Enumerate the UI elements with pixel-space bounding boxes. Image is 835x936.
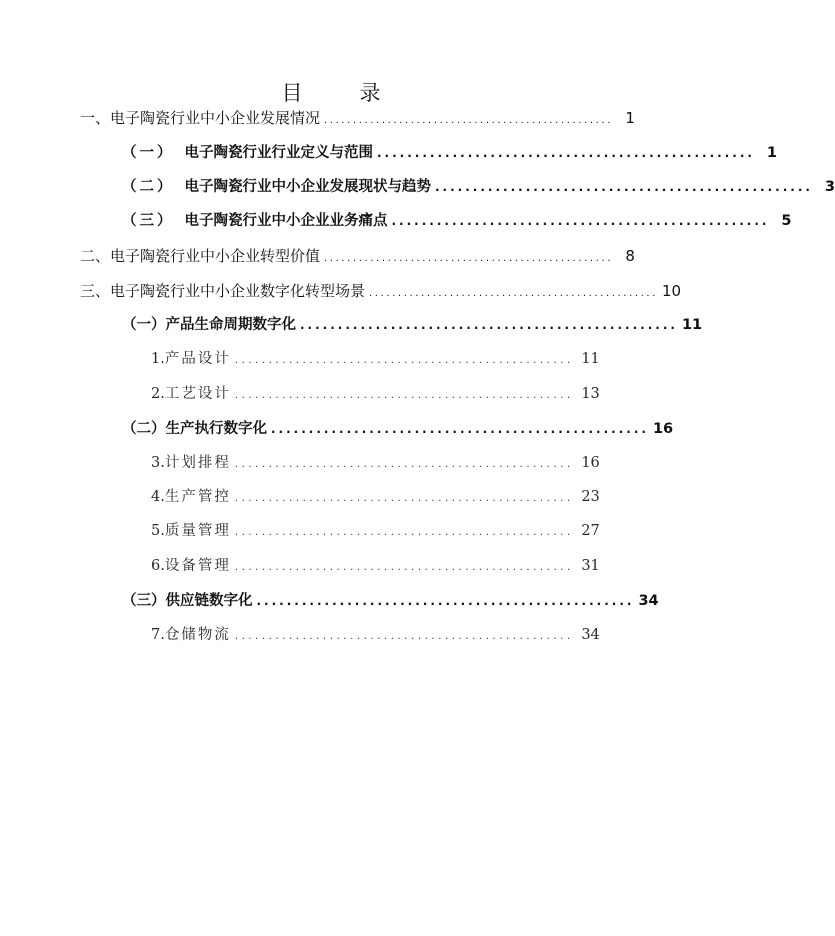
toc-entry-3-2-5[interactable]	[151, 519, 600, 543]
toc-leader-dots: ..................................................	[234, 527, 574, 538]
toc-entry-label: 电子陶瓷行业中小企业发展情况	[110, 109, 321, 127]
toc-entry-number: （三）	[122, 593, 166, 609]
toc-entry-number: 3.	[151, 455, 165, 471]
toc-entry-3-3-7[interactable]	[151, 623, 600, 647]
toc-leader-dots: ..................................................	[324, 253, 613, 264]
toc-entry-number: （二）	[122, 179, 175, 195]
toc-entry-label: 工艺设计	[164, 386, 231, 402]
toc-entry-3-1[interactable]	[122, 313, 703, 337]
toc-entry-label: 电子陶瓷行业中小企业发展现状与趋势	[184, 179, 431, 195]
toc-entry-1[interactable]	[80, 106, 635, 130]
toc-page-number: 1	[766, 145, 777, 161]
toc-leader-dots: ..................................................	[300, 318, 678, 332]
toc-leader-dots: ..................................................	[234, 493, 574, 504]
toc-entry-3-1-2[interactable]	[151, 382, 600, 406]
toc-entry-label: 供应链数字化	[165, 593, 253, 609]
toc-page-number: 34	[581, 627, 600, 643]
toc-entry-2[interactable]	[80, 244, 635, 268]
toc-page-number: 13	[581, 386, 600, 402]
toc-entry-number: 一、	[80, 109, 111, 127]
toc-page-number: 16	[652, 421, 674, 437]
toc-entry-label: 设备管理	[164, 558, 231, 574]
toc-entry-label: 电子陶瓷行业行业定义与范围	[184, 145, 373, 161]
toc-entry-3[interactable]	[80, 279, 682, 303]
toc-leader-dots: ..................................................	[435, 180, 813, 194]
toc-page-number: 27	[581, 523, 600, 539]
toc-entry-number: （三）	[122, 213, 175, 229]
toc-page-number: 23	[581, 489, 600, 505]
toc-leader-dots: ..................................................	[234, 390, 574, 401]
toc-entry-3-1-1[interactable]	[151, 347, 600, 371]
toc-entry-1-3[interactable]	[122, 209, 792, 233]
toc-entry-label: 电子陶瓷行业中小企业数字化转型场景	[110, 282, 366, 300]
toc-entry-number: （一）	[122, 317, 166, 333]
toc-entry-label: 产品设计	[164, 351, 231, 367]
toc-page-number: 31	[581, 558, 600, 574]
toc-entry-3-2-4[interactable]	[151, 485, 600, 509]
toc-entry-number: 二、	[80, 247, 111, 265]
toc-entry-3-2-6[interactable]	[151, 554, 600, 578]
toc-page-number: 11	[581, 351, 600, 367]
toc-page-number: 5	[781, 213, 792, 229]
toc-entry-number: 1.	[151, 351, 165, 367]
toc-entry-1-1[interactable]	[122, 141, 777, 165]
toc-leader-dots: ..................................................	[377, 146, 755, 160]
toc-leader-dots: ..................................................	[234, 459, 574, 470]
toc-entry-number: 4.	[151, 489, 165, 505]
toc-entry-number: 6.	[151, 558, 165, 574]
toc-page-number: 10	[661, 282, 682, 300]
toc-entry-label: 电子陶瓷行业中小企业转型价值	[110, 247, 321, 265]
toc-entry-3-2-3[interactable]	[151, 451, 600, 475]
toc-entry-label: 生产管控	[164, 489, 231, 505]
toc-entry-number: （一）	[122, 145, 175, 161]
toc-entry-1-2[interactable]	[122, 175, 835, 199]
toc-leader-dots: ..................................................	[271, 422, 649, 436]
toc-leader-dots: ..................................................	[324, 115, 613, 126]
toc-entry-label: 仓储物流	[164, 627, 231, 643]
toc-page-number: 11	[681, 317, 703, 333]
toc-entry-number: 2.	[151, 386, 165, 402]
toc-entry-number: 7.	[151, 627, 165, 643]
toc-page-number: 16	[581, 455, 600, 471]
toc-entry-number: （二）	[122, 421, 166, 437]
toc-entry-label: 质量管理	[164, 523, 231, 539]
toc-entry-label: 计划排程	[164, 455, 231, 471]
toc-entry-number: 5.	[151, 523, 165, 539]
toc-leader-dots: ..................................................	[369, 288, 658, 299]
toc-entry-label: 电子陶瓷行业中小企业业务痛点	[184, 213, 388, 229]
toc-entry-3-3[interactable]	[122, 589, 659, 613]
toc-leader-dots: ..................................................	[234, 631, 574, 642]
toc-leader-dots: ..................................................	[234, 355, 574, 366]
toc-leader-dots: ..................................................	[256, 594, 635, 608]
toc-entry-3-2[interactable]	[122, 417, 674, 441]
toc-entry-label: 产品生命周期数字化	[165, 317, 296, 333]
toc-leader-dots: ..................................................	[391, 214, 770, 228]
toc-entry-label: 生产执行数字化	[165, 421, 267, 437]
toc-title: 目 录	[281, 81, 399, 105]
toc-entry-number: 三、	[80, 282, 111, 300]
toc-page-number: 8	[625, 247, 635, 265]
toc-page-number: 34	[638, 593, 659, 609]
toc-leader-dots: ..................................................	[234, 562, 574, 573]
toc-page-number: 1	[625, 109, 635, 127]
toc-page-number: 3	[824, 179, 835, 195]
